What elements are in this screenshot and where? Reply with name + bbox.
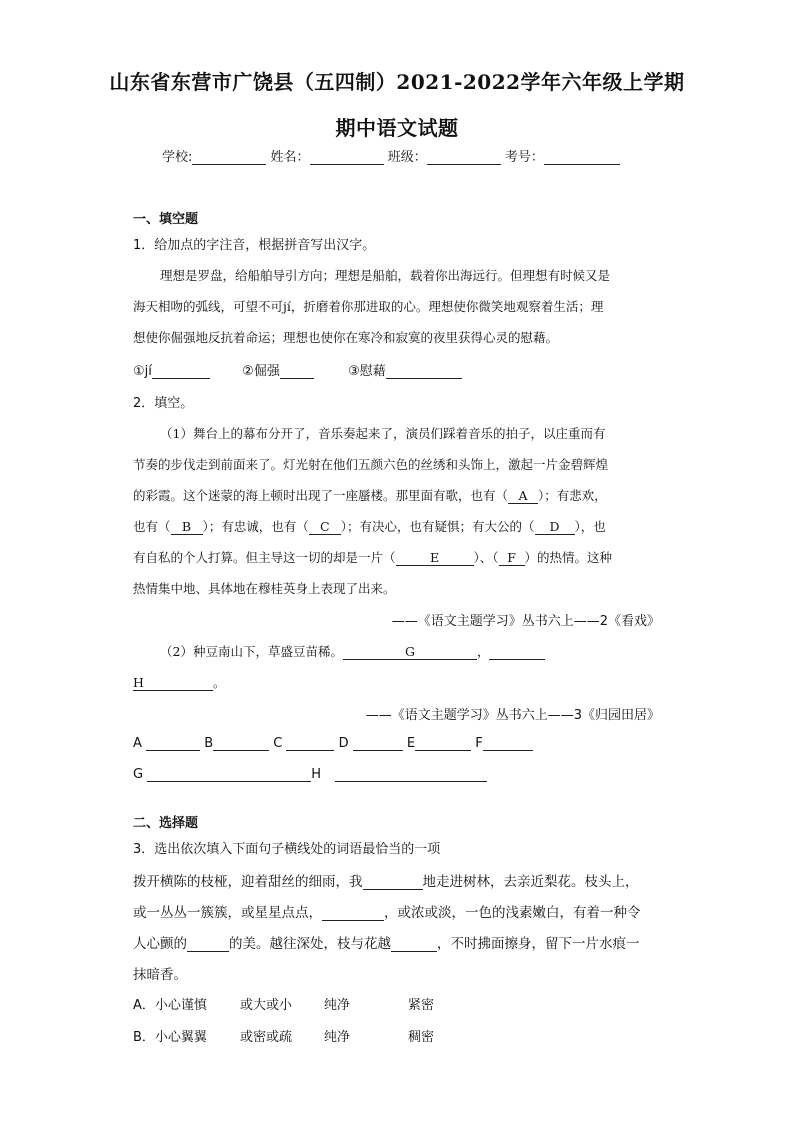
- blank-d[interactable]: D: [535, 519, 575, 535]
- answer-items-row: [133, 360, 462, 379]
- source-citation: ——《语文主题学习》丛书六上——3《归园田居》: [365, 708, 660, 723]
- page-title: 山东省东营市广饶县（五四制）2021-2022学年六年级上学期: [109, 70, 685, 94]
- passage-line: [133, 870, 639, 890]
- passage-line: [133, 901, 641, 921]
- section-heading: 二、选择题: [133, 816, 199, 831]
- page-subtitle: 期中语文试题: [335, 116, 459, 140]
- answer-blank[interactable]: [483, 736, 533, 751]
- option-a[interactable]: [133, 994, 434, 1013]
- text-fragment: ）；有忠诚，也有（: [202, 519, 309, 534]
- school-field[interactable]: [192, 150, 266, 165]
- text-fragment: ）；有悲欢，: [538, 488, 607, 503]
- item-label: ②倔强: [242, 364, 280, 379]
- passage-line: 节奏的步伐走到前面来了。灯光射在他们五颜六色的丝绣和头饰上，激起一片金碧辉煌: [133, 457, 609, 472]
- question-stem: 3．选出依次填入下面句子横线处的词语最恰当的一项: [133, 842, 441, 857]
- passage-line: 理想是罗盘，给船舶导引方向；理想是船舶，载着你出海远行。但理想有时候又是: [160, 268, 611, 283]
- answer-blank[interactable]: [187, 937, 229, 952]
- passage-line: 海天相吻的弧线，可望不可jí，折磨着你那进取的心。理想使你微笑地观察着生活；理: [133, 299, 604, 314]
- option-word: 稠密: [408, 1030, 435, 1045]
- answer-letter: G: [133, 767, 144, 782]
- answer-blank[interactable]: [386, 364, 462, 379]
- text-fragment: 也有（: [133, 519, 171, 534]
- passage-line: 抹暗香。: [133, 967, 187, 983]
- answer-blank[interactable]: [152, 364, 210, 379]
- blank-g[interactable]: G: [343, 644, 477, 660]
- answer-letter: D: [338, 736, 349, 751]
- text-fragment: 的美。越往深处，枝与花越: [229, 936, 391, 952]
- option-label: B．小心翼翼: [133, 1030, 207, 1045]
- answer-blank[interactable]: [286, 736, 334, 751]
- blank-c[interactable]: C: [309, 519, 341, 535]
- answer-letter: C: [273, 736, 283, 751]
- blank-f[interactable]: F: [499, 550, 525, 566]
- answer-letter: E: [406, 736, 416, 751]
- answer-letter: H: [311, 767, 321, 782]
- answer-blank[interactable]: [353, 736, 403, 751]
- school-label: 学校:: [162, 150, 193, 165]
- exam-no-field[interactable]: [544, 150, 620, 165]
- text-fragment: 人心颤的: [133, 936, 187, 952]
- text-fragment: 或一丛丛一簇簇，或星星点点，: [133, 905, 322, 921]
- text-fragment: ，或浓或淡，一色的浅素嫩白，有着一种令: [384, 905, 641, 921]
- answer-letter: A: [133, 736, 142, 751]
- class-field[interactable]: [427, 150, 501, 165]
- passage-line: [133, 486, 607, 504]
- answer-sheet-row: [133, 736, 533, 751]
- passage-line: [133, 517, 606, 535]
- option-label: A．小心谨慎: [133, 998, 207, 1013]
- blank-a[interactable]: A: [508, 488, 538, 504]
- blank-e[interactable]: E: [396, 550, 474, 566]
- item-label: ③慰藉: [348, 364, 386, 379]
- item-label: ①jí: [133, 364, 152, 379]
- answer-blank[interactable]: [147, 767, 311, 782]
- text-fragment: ，不时拂面擦身，留下一片水痕一: [437, 936, 640, 952]
- option-word: 纯净: [324, 1030, 351, 1045]
- option-b[interactable]: [133, 1026, 434, 1045]
- answer-blank[interactable]: [322, 906, 384, 921]
- answer-blank[interactable]: [280, 364, 314, 379]
- text-fragment: 。: [213, 675, 226, 690]
- text-fragment: 的彩霞。这个迷蒙的海上顿时出现了一座蜃楼。那里面有歌，也有（: [133, 488, 509, 503]
- student-info-line: [162, 146, 620, 165]
- option-word: 紧密: [408, 998, 435, 1013]
- answer-sheet-row: [133, 767, 487, 782]
- passage-line: 热情集中地、具体地在穆桂英身上表现了出来。: [133, 581, 396, 596]
- passage-line: [133, 548, 612, 566]
- passage-line: [133, 932, 640, 952]
- option-word: 或大或小: [240, 998, 293, 1013]
- answer-blank[interactable]: [213, 736, 269, 751]
- blank-b[interactable]: B: [171, 519, 203, 535]
- passage-line: 想使你倔强地反抗着命运；理想也使你在寒冷和寂寞的夜里获得心灵的慰藉。: [133, 330, 559, 345]
- name-field[interactable]: [310, 150, 384, 165]
- text-fragment: （2）种豆南山下，草盛豆苗稀。: [160, 644, 343, 659]
- answer-blank[interactable]: [363, 875, 423, 890]
- answer-letter: F: [475, 736, 483, 751]
- text-fragment: 有自私的个人打算。但主导这一切的却是一片（: [133, 550, 396, 565]
- text-fragment: ），也: [574, 519, 606, 534]
- option-word: 或密或疏: [240, 1030, 293, 1045]
- answer-letter: B: [204, 736, 214, 751]
- blank-h[interactable]: H: [133, 675, 213, 691]
- section-heading: 一、填空题: [133, 212, 199, 227]
- text-fragment: ，: [476, 644, 490, 659]
- class-label: 班级：: [387, 150, 427, 165]
- name-label: 姓名：: [270, 150, 310, 165]
- answer-blank[interactable]: [146, 736, 200, 751]
- text-fragment: ）、（: [473, 550, 499, 565]
- answer-blank[interactable]: [335, 767, 487, 782]
- question-stem: 2．填空。: [133, 396, 194, 411]
- source-citation: ——《语文主题学习》丛书六上——2《看戏》: [391, 614, 660, 629]
- text-fragment: 地走进树林，去亲近梨花。枝头上，: [422, 874, 639, 890]
- answer-blank[interactable]: [415, 736, 471, 751]
- passage-line: [160, 642, 545, 660]
- option-word: 纯净: [324, 998, 351, 1013]
- passage-line: （1）舞台上的幕布分开了，音乐奏起来了，演员们踩着音乐的拍子，以庄重而有: [160, 426, 606, 441]
- answer-blank[interactable]: [489, 645, 545, 660]
- passage-line: [133, 673, 226, 691]
- text-fragment: 拨开横陈的枝桠，迎着甜丝的细雨，我: [133, 874, 363, 890]
- answer-blank[interactable]: [391, 937, 437, 952]
- text-fragment: ）的热情。这种: [524, 550, 613, 565]
- text-fragment: ）；有决心，也有疑惧；有大公的（: [340, 519, 535, 534]
- exam-no-label: 考号：: [504, 150, 544, 165]
- question-stem: 1．给加点的字注音，根据拼音写出汉字。: [133, 238, 376, 253]
